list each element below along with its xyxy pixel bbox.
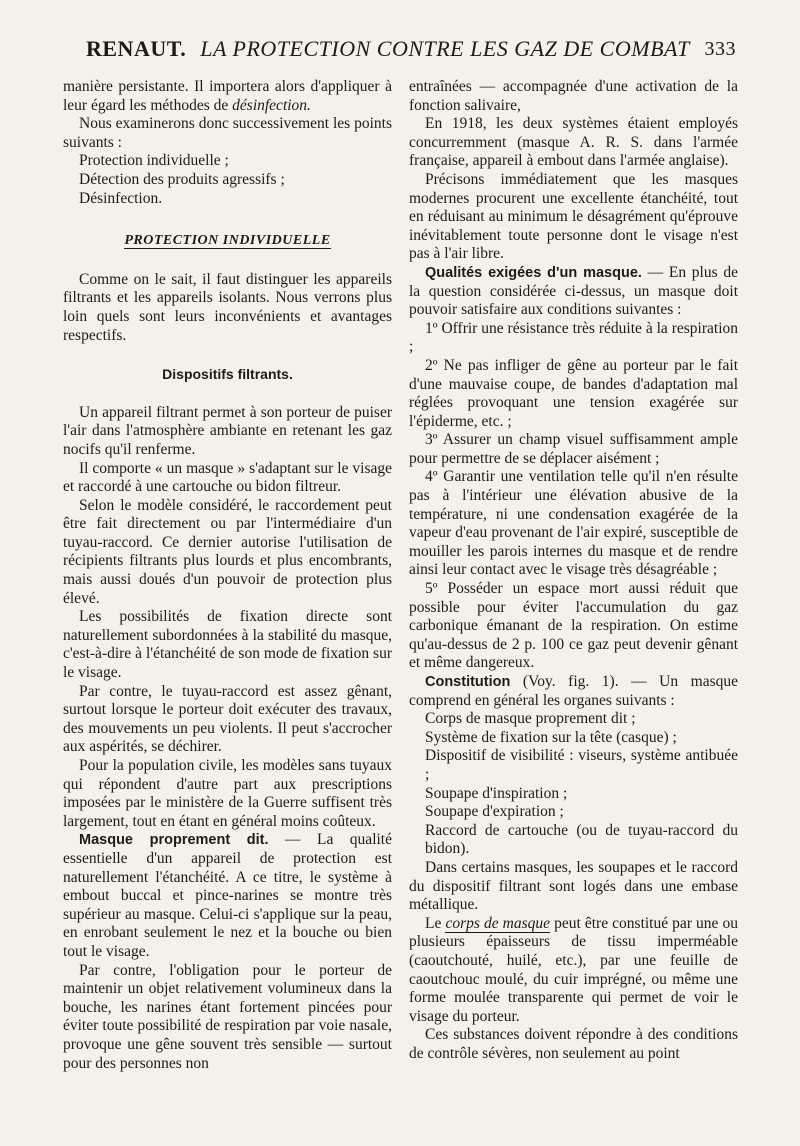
paragraph: Par contre, le tuyau-raccord est assez gênant, surtout lorsque le porteur doit exécuter des travaux, des mouvements un peu violents. Il peut s'accrocher aux aspérités, se déchirer. — [63, 682, 392, 756]
list-item: Détection des produits agressifs ; — [79, 170, 285, 188]
paragraph: Selon le modèle considéré, le raccordement peut être fait directement ou par l'intermédiaire d'un tuyau-raccord. Ce dernier autorise l'utilisation de récipients filtrants plus lourds et plus encombrants, mais aussi doués d'un pouvoir de protection plus élevé. — [63, 496, 392, 607]
paragraph: manière persistante. Il importera alors d'appliquer à leur égard les méthodes de désinfection. — [63, 78, 392, 114]
paragraph: entraînées — accompagnée d'une activation de la fonction salivaire, — [409, 78, 738, 114]
paragraph: Constitution (Voy. fig. 1). — Un masque comprend en général les organes suivants : — [409, 673, 738, 709]
subsection-title: Dispositifs filtrants. — [162, 366, 293, 383]
paragraph: Nous examinerons donc successivement les points suivants : — [63, 115, 392, 151]
list-item: Protection individuelle ; — [79, 152, 229, 170]
list-item: Soupape d'expiration ; — [425, 803, 564, 821]
condition-item: 5º Posséder un espace mort aussi réduit que possible pour éviter l'accumulation du gaz carbonique émanant de la respiration. On estime qu'au-dessus de 2 p. 100 ce gaz peut devenir gênant et même dangereux. — [409, 580, 738, 672]
right-column — [409, 78, 738, 1063]
run-in-heading: Qualités exigées d'un masque. — [425, 264, 642, 281]
paragraph: Le corps de masque peut être constitué par une ou plusieurs épaisseurs de tissu imperméable (caoutchouté, huilé, etc.), par une feuille de caoutchouc moulé, du cuir imprégné, ou même une forme moulée transparente qui permet de voir le visage du porteur. — [409, 914, 739, 1025]
paragraph: Par contre, l'obligation pour le porteur de maintenir un objet relativement volumineux dans la bouche, les narines étant fortement pincées pour éviter toute possibilité de respiration par voie nasale, provoque une gêne souvent très sensible — surtout pour des personnes non — [63, 961, 392, 1072]
paragraph: En 1918, les deux systèmes étaient employés concurremment (masque A. R. S. dans l'armée française, appareil à embout dans l'armée anglaise). — [409, 115, 738, 170]
list-item: Système de fixation sur la tête (casque) ; — [425, 728, 677, 746]
condition-item: 3º Assurer un champ visuel suffisamment ample pour permettre de se déplacer aisément ; — [409, 431, 738, 467]
condition-item: 4º Garantir une ventilation telle qu'il n'en résulte pas à l'intérieur une élévation abusive de la température, ni une condensation exagérée de la vapeur d'eau provenant de l'air expiré, susceptible de mouiller les parois internes du masque et de rendre ainsi leur contact avec le visage très désagréable ; — [409, 468, 738, 579]
paragraph: Pour la population civile, les modèles sans tuyaux qui répondent d'autre part aux prescriptions imposées par le ministère de la Guerre suffisent très largement, tout en étant en général moins coûteux. — [63, 757, 392, 830]
list-item: Dispositif de visibilité : viseurs, système antibuée ; — [425, 747, 738, 783]
condition-item: 1º Offrir une résistance très réduite à la respiration ; — [409, 319, 738, 356]
run-in-heading: Masque proprement dit. — [79, 832, 269, 849]
header-title: LA PROTECTION CONTRE LES GAZ DE COMBAT — [200, 36, 690, 61]
page-number: 333 — [704, 38, 736, 60]
paragraph: Dans certains masques, les soupapes et le raccord du dispositif filtrant sont logés dans une embase métallique. — [409, 858, 738, 914]
paragraph: Il comporte « un masque » s'adaptant sur le visage et raccordé à une cartouche ou bidon filtreur. — [63, 459, 392, 496]
running-header — [86, 36, 736, 62]
list-item: Soupape d'inspiration ; — [425, 784, 568, 802]
paragraph: Un appareil filtrant permet à son porteur de puiser l'air dans l'atmosphère ambiante en retenant les gaz nocifs qu'il renferme. — [63, 403, 392, 458]
paragraph: Qualités exigées d'un masque. — En plus de la question considérée ci-dessus, un masque doit pouvoir satisfaire aux conditions suivantes : — [409, 263, 738, 319]
paragraph: Comme on le sait, il faut distinguer les appareils filtrants et les appareils isolants. Nous verrons plus loin quels sont leurs inconvénients et avantages respectifs. — [63, 270, 392, 344]
paragraph: Précisons immédiatement que les masques modernes procurent une excellente étanchéité, tout en réduisant au minimum le désagrément qu'éprouve inévitablement toute personne dont le visage n'est pas à l'air libre. — [409, 170, 738, 263]
header-author: RENAUT. — [86, 36, 187, 61]
list-item: Raccord de cartouche (ou de tuyau-raccord du bidon). — [425, 821, 738, 858]
left-column — [63, 78, 392, 1073]
paragraph: Ces substances doivent répondre à des conditions de contrôle sévères, non seulement au point — [409, 1026, 738, 1062]
condition-item: 2º Ne pas infliger de gêne au porteur par le fait d'une mauvaise coupe, de bandes d'adaptation mal réglées provoquant une tension exagérée sur l'épiderme, etc. ; — [409, 356, 738, 430]
run-in-heading: Constitution — [425, 674, 511, 690]
paragraph: Les possibilités de fixation directe sont naturellement subordonnées à la stabilité du masque, c'est-à-dire à l'étanchéité de son mode de fixation sur le visage. — [63, 608, 392, 682]
list-item: Corps de masque proprement dit ; — [425, 710, 636, 728]
section-title: PROTECTION INDIVIDUELLE — [124, 233, 331, 249]
list-item: Désinfection. — [79, 189, 163, 207]
paragraph: Masque proprement dit. — La qualité essentielle d'un appareil de protection est naturellement l'étanchéité. A ce titre, le système à embout buccal et pince-narines se montre très supérieur au masque. Celui-ci s'applique sur la peau, en enrobant seulement le nez et la bouche ou bien tout le visage. — [63, 831, 392, 960]
